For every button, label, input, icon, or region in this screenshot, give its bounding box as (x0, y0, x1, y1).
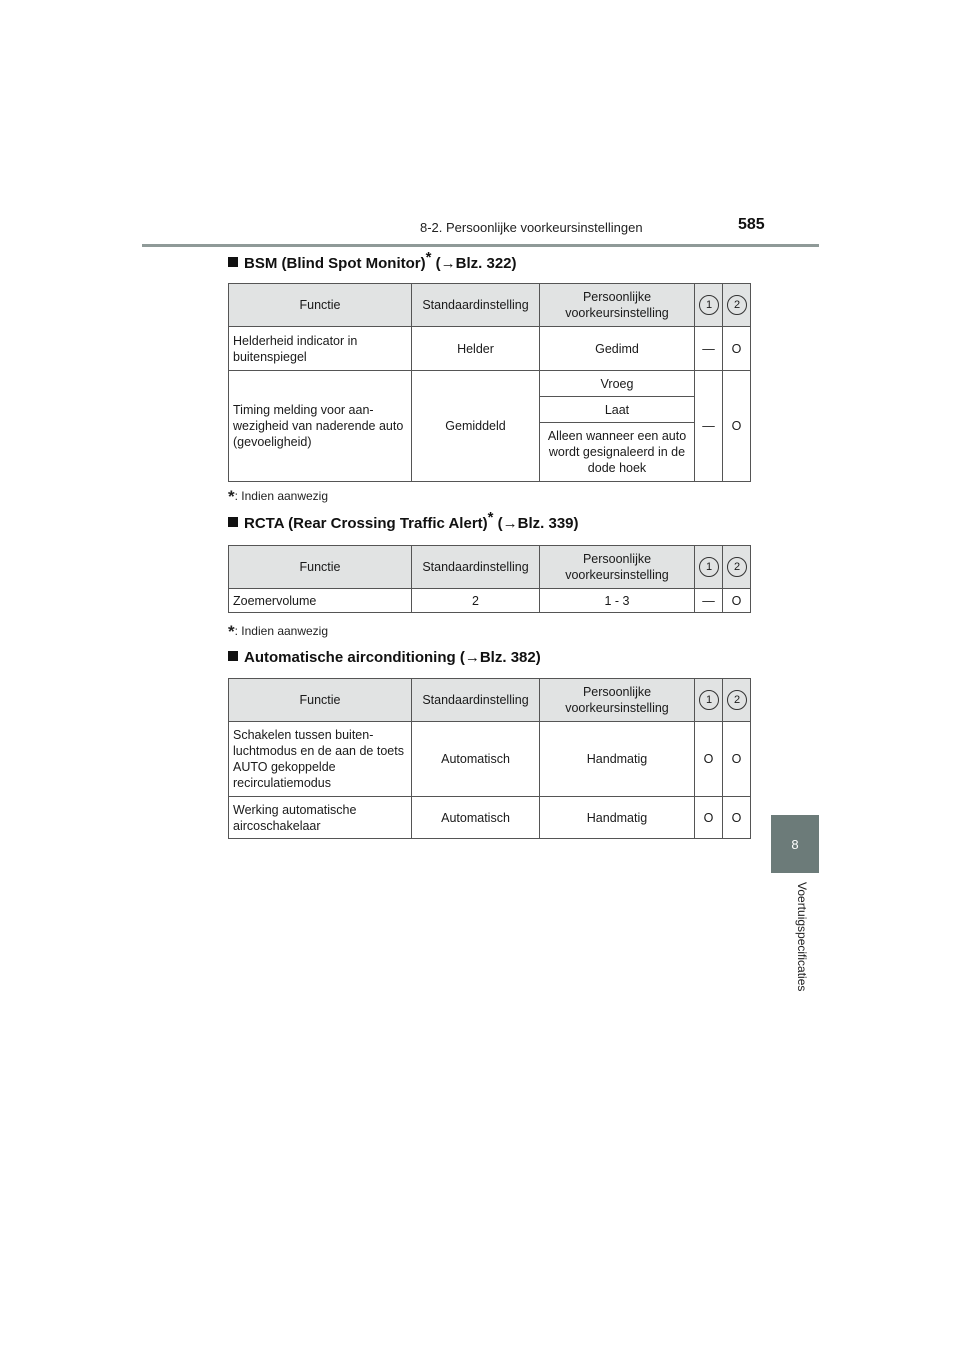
square-bullet-icon (228, 651, 238, 661)
table-row (229, 327, 751, 371)
cell-persoonlijk: Gedimd (540, 327, 695, 371)
circled-one-icon: 1 (699, 690, 719, 710)
chapter-number: 8 (791, 836, 799, 852)
footnote: *: Indien aanwezig (228, 622, 329, 641)
chapter-label: Voertuigspecificaties (795, 882, 809, 992)
table-header-row (229, 679, 751, 722)
cell-col-2: O (723, 327, 751, 371)
cell-col-2: O (723, 722, 751, 797)
cell-functie: Zoemervolume (229, 589, 412, 613)
square-bullet-icon (228, 517, 238, 527)
cell-col-2: O (723, 371, 751, 482)
cell-persoonlijk: Handmatig (540, 797, 695, 839)
table-header-row (229, 546, 751, 589)
section-heading-rcta: RCTA (Rear Crossing Traffic Alert)* (→Blz. 339) (228, 515, 579, 532)
header-functie: Functie (229, 679, 412, 722)
circled-two-icon: 2 (727, 690, 747, 710)
chapter-tab (771, 815, 819, 873)
cell-functie: Timing melding voor aan-wezigheid van naderende auto (gevoeligheid) (229, 371, 412, 482)
header-functie: Functie (229, 546, 412, 589)
footnote-marker: * (487, 509, 494, 526)
header-standaard: Standaardinstelling (412, 679, 540, 722)
cell-persoonlijk: 1 - 3 (540, 589, 695, 613)
header-col-2 (723, 284, 751, 327)
header-col-1 (695, 284, 723, 327)
cell-option: Alleen wanneer een auto wordt gesignaleerd in de dode hoek (540, 423, 695, 482)
table-row (229, 371, 751, 397)
cell-functie: Schakelen tussen buiten-luchtmodus en de aan de toets AUTO gekoppelde recirculatiemodus (229, 722, 412, 797)
table-row (229, 589, 751, 613)
cell-option: Laat (540, 397, 695, 423)
cell-col-1: — (695, 371, 723, 482)
cell-functie: Werking automatische aircoschakelaar (229, 797, 412, 839)
circled-one-icon: 1 (699, 557, 719, 577)
header-standaard: Standaardinstelling (412, 546, 540, 589)
footnote-star: * (228, 487, 235, 506)
header-col-2 (723, 546, 751, 589)
square-bullet-icon (228, 257, 238, 267)
header-divider (142, 244, 819, 247)
cell-col-1: O (695, 797, 723, 839)
header-col-2 (723, 679, 751, 722)
footnote-star: * (228, 622, 235, 641)
header-col-1 (695, 679, 723, 722)
header-persoonlijk: Persoonlijke voorkeursinstelling (540, 546, 695, 589)
table-bsm (228, 283, 751, 482)
footnote-marker: * (425, 249, 432, 266)
circled-two-icon: 2 (727, 557, 747, 577)
table-airco (228, 678, 751, 839)
table-rcta (228, 545, 751, 613)
cell-col-1: O (695, 722, 723, 797)
page-reference: (→Blz. 322) (435, 255, 517, 272)
table-row (229, 722, 751, 797)
cell-standaard: Gemiddeld (412, 371, 540, 482)
page-reference: (→Blz. 339) (497, 515, 579, 532)
header-persoonlijk: Persoonlijke voorkeursinstelling (540, 284, 695, 327)
cell-col-2: O (723, 589, 751, 613)
header-persoonlijk: Persoonlijke voorkeursinstelling (540, 679, 695, 722)
header-functie: Functie (229, 284, 412, 327)
footnote: *: Indien aanwezig (228, 487, 329, 506)
circled-one-icon: 1 (699, 295, 719, 315)
circled-two-icon: 2 (727, 295, 747, 315)
page-reference: (→Blz. 382) (459, 649, 541, 666)
header-col-1 (695, 546, 723, 589)
section-heading-airco: Automatische airconditioning (→Blz. 382) (228, 649, 541, 666)
page-number: 585 (738, 216, 765, 233)
cell-persoonlijk: Handmatig (540, 722, 695, 797)
cell-col-1: — (695, 327, 723, 371)
header-section-title: 8-2. Persoonlijke voorkeursinstellingen (420, 220, 643, 235)
cell-standaard: 2 (412, 589, 540, 613)
cell-standaard: Automatisch (412, 722, 540, 797)
cell-col-2: O (723, 797, 751, 839)
table-header-row (229, 284, 751, 327)
cell-col-1: — (695, 589, 723, 613)
cell-option: Vroeg (540, 371, 695, 397)
header-standaard: Standaardinstelling (412, 284, 540, 327)
table-row (229, 797, 751, 839)
section-heading-bsm: BSM (Blind Spot Monitor)* (→Blz. 322) (228, 255, 517, 272)
cell-standaard: Helder (412, 327, 540, 371)
cell-functie: Helderheid indicator in buitenspiegel (229, 327, 412, 371)
cell-standaard: Automatisch (412, 797, 540, 839)
